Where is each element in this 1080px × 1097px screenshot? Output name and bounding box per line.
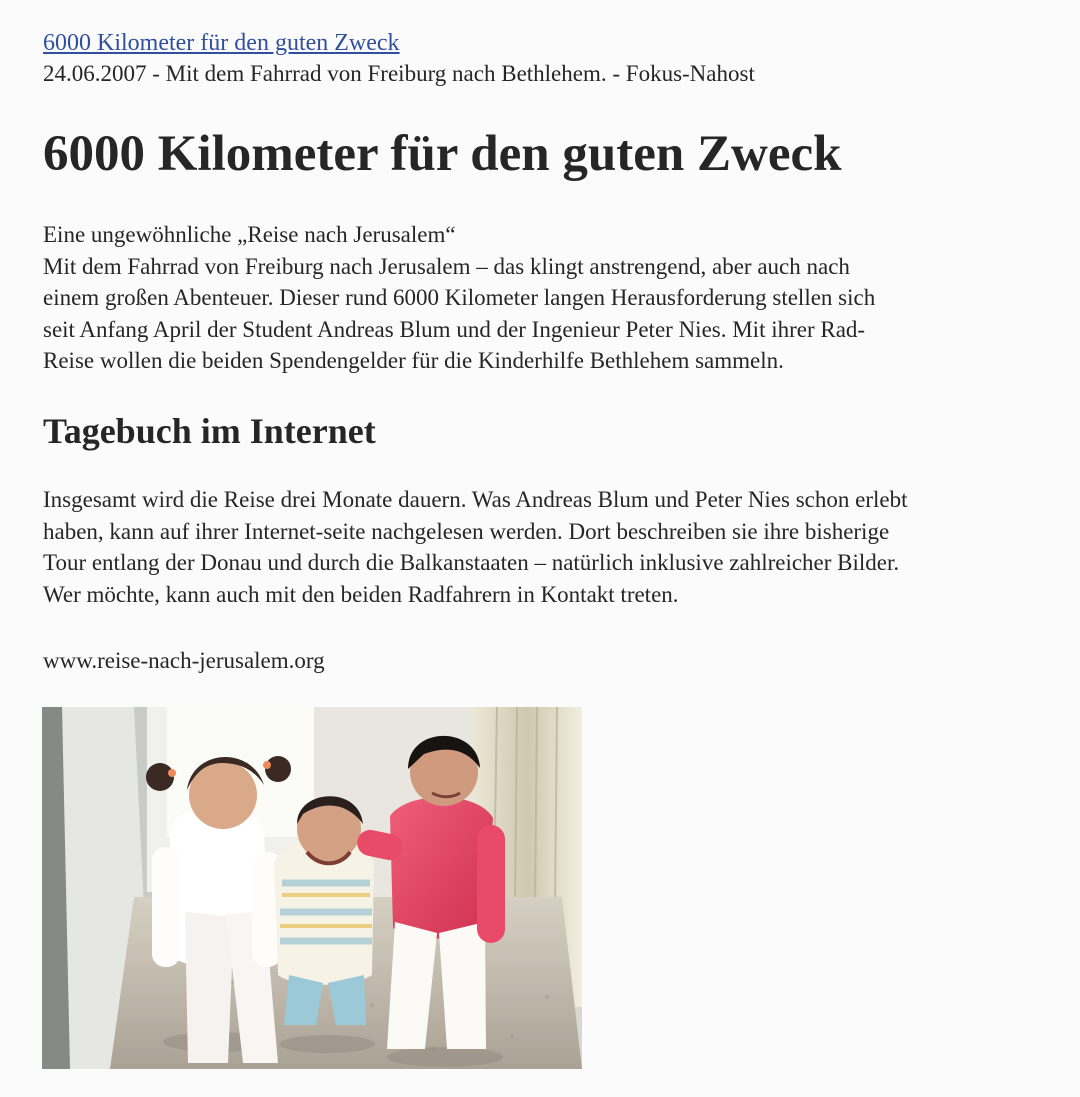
intro-line: Mit dem Fahrrad von Freiburg nach Jerusalem – das klingt anstrengend, aber auch nach	[43, 253, 850, 279]
body-line: Tour entlang der Donau und durch die Balkanstaaten – natürlich inklusive zahlreicher Bilder.	[43, 550, 900, 575]
children-photo	[42, 707, 582, 1069]
body-paragraph	[43, 484, 1078, 610]
source-link[interactable]: 6000 Kilometer für den guten Zweck	[43, 30, 400, 56]
intro-line: Eine ungewöhnliche „Reise nach Jerusalem“	[43, 222, 456, 247]
intro-line: Reise wollen die beiden Spendengelder für die Kinderhilfe Bethlehem sammeln.	[43, 348, 784, 373]
article-headline: 6000 Kilometer für den guten Zweck	[43, 126, 842, 182]
intro-line: einem großen Abenteuer. Dieser rund 6000 Kilometer langen Herausforderung stellen sich	[43, 285, 876, 310]
body-line: haben, kann auf ihrer Internet-seite nachgelesen werden. Dort beschreiben sie ihre bisherige	[43, 518, 890, 544]
intro-paragraph	[43, 219, 1078, 377]
intro-line: seit Anfang April der Student Andreas Blum und der Ingenieur Peter Nies. Mit ihrer Rad-	[43, 316, 866, 342]
body-line: Insgesamt wird die Reise drei Monate dauern. Was Andreas Blum und Peter Nies schon erlebt	[43, 487, 908, 512]
website-url: www.reise-nach-jerusalem.org	[43, 648, 325, 673]
source-meta: 24.06.2007 - Mit dem Fahrrad von Freiburg nach Bethlehem. - Fokus-Nahost	[43, 61, 755, 86]
section-heading: Tagebuch im Internet	[43, 411, 376, 451]
body-line: Wer möchte, kann auch mit den beiden Radfahrern in Kontakt treten.	[43, 581, 679, 607]
